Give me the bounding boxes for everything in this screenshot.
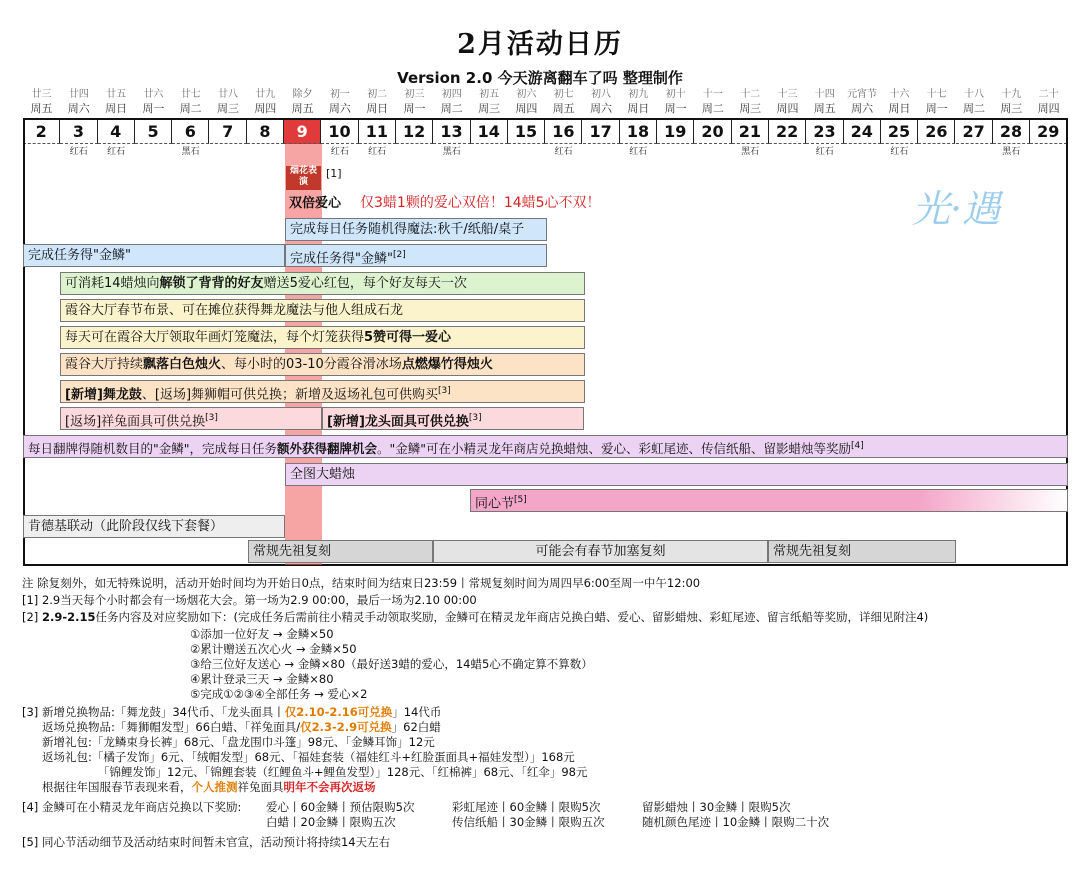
event-dragon-drum	[60, 380, 585, 403]
fireworks-event: 烟花表演	[286, 166, 321, 190]
event-kfc-collab	[23, 515, 285, 538]
note-4: [4] 金鳞可在小精灵龙年商店兑换以下奖励:	[22, 800, 242, 814]
task-4: ④累计登录三天 → 金鳞×80	[190, 672, 334, 686]
note-2-bold: 2.9-2.15	[41, 610, 96, 624]
lunar-day: 廿四	[68, 89, 89, 100]
lunar-day: 廿七	[180, 89, 201, 100]
stone-badge: 黑石	[442, 147, 461, 157]
lunar-day: 廿八	[218, 89, 238, 100]
fire-mid: 、每小时的03-10分霞谷滑冰场	[221, 357, 402, 372]
date-cell: 18	[620, 120, 657, 144]
date-cell: 22	[769, 120, 806, 144]
note-1: [1] 2.9当天每个小时都会有一场烟花大会。第一场为2.9 00:00，最后一场为2.10 00:00	[22, 593, 477, 607]
date-cell: 25	[881, 120, 918, 144]
weekday: 周五	[813, 102, 836, 115]
shop-white-candle: 白蜡丨20金鳞丨限购五次	[266, 815, 396, 829]
lunar-day: 初七	[553, 89, 574, 100]
weekday: 周一	[664, 102, 687, 115]
note-2-pre: [2]	[22, 610, 42, 624]
rabbit-ref: [3]	[205, 413, 218, 423]
shop-photo-candle: 留影蜡烛丨30金鳞丨限购5次	[642, 800, 791, 814]
n3f-mid: 祥兔面具	[237, 780, 284, 794]
weekday: 周四	[1037, 102, 1060, 115]
date-cell: 2	[23, 120, 60, 144]
weekday: 周四	[776, 102, 799, 115]
kfc-text: 肯德基联动（此阶段仅线下套餐）	[28, 519, 224, 534]
n3b-orange: 仅2.3-2.9可兑换	[300, 720, 392, 734]
lantern-pre: 每天可在霞谷大厅领取年画灯笼魔法，每个灯笼获得	[65, 330, 365, 345]
note-3-prediction	[42, 780, 376, 794]
weekday: 周三	[217, 102, 239, 115]
lunar-day: 十三	[777, 89, 798, 100]
valley-text: 霞谷大厅春节布景、可在摊位获得舞龙魔法与他人组成石龙	[65, 303, 404, 318]
drum-ref: [3]	[438, 386, 451, 396]
date-cell: 27	[956, 120, 993, 144]
date-cell: 16	[545, 120, 582, 144]
stone-badge: 黑石	[1002, 147, 1021, 157]
event-spirit-rerun-3	[768, 540, 956, 563]
weekday: 周二	[963, 102, 985, 115]
event-dragon-mask	[322, 407, 584, 430]
tongxin-ref: [5]	[514, 495, 527, 505]
event-rabbit-mask	[60, 407, 322, 430]
n3b-post: 」62白蜡	[391, 720, 441, 734]
fireworks-note-ref: [1]	[326, 167, 342, 180]
note-2-post: 任务内容及对应奖励如下：(完成任务后需前往小精灵手动领取奖励，金鳞可在精灵龙年商店兑换白蜡、爱心、留影蜡烛、彩虹尾迹、留言纸船等奖励，详细见附注4)	[95, 610, 929, 624]
event-candle-fire	[60, 353, 585, 376]
event-task-b-text: 完成任务得"金鳞"	[290, 251, 393, 267]
date-cell: 15	[508, 120, 545, 144]
fire-pre: 霞谷大厅持续	[65, 357, 144, 372]
date-cell: 28	[993, 120, 1030, 144]
spirit-1-text: 常规先祖复刻	[253, 544, 332, 559]
lunar-day: 十四	[814, 89, 835, 100]
date-cell: 11	[359, 120, 396, 144]
event-candle-gift	[60, 272, 585, 295]
stone-badge: 红石	[69, 147, 88, 157]
event-task-golden-scale-b	[285, 244, 547, 267]
weekday: 周一	[142, 102, 165, 115]
weekday: 周日	[366, 102, 389, 115]
weekday: 周三	[478, 102, 501, 115]
event-task-a-text: 完成任务得"金鳞"	[28, 248, 131, 263]
n3f-red: 明年不会再次返场	[283, 780, 376, 794]
date-cell: 6	[172, 120, 209, 144]
lunar-day: 二十	[1038, 89, 1059, 100]
note-2	[22, 610, 928, 624]
date-cell: 17	[583, 120, 620, 144]
lunar-day: 初四	[441, 89, 462, 100]
flip-pre: 每日翻牌得随机数目的"金鳞"，完成每日任务	[28, 441, 277, 457]
event-tongxin	[470, 489, 1068, 512]
date-cell: 5	[135, 120, 172, 144]
date-cell: 3	[60, 120, 97, 144]
candle-post: 赠送5爱心红包，每个好友每天一次	[263, 276, 467, 291]
date-cell: 24	[844, 120, 881, 144]
note-general: 注 除复刻外，如无特殊说明，活动开始时间均为开始日0点，结束时间为结束日23:59丨常规复刻时间为周四早6:00至周一中午12:00	[22, 576, 701, 590]
event-daily-magic	[285, 218, 547, 241]
date-cell: 19	[657, 120, 694, 144]
shop-love: 爱心丨60金鳞丨预估限购5次	[266, 800, 415, 814]
lunar-day: 初六	[516, 89, 537, 100]
weekday: 周六	[67, 102, 90, 115]
date-cell: 12	[396, 120, 433, 144]
fire-bold-2: 点燃爆竹得烛火	[401, 357, 493, 372]
flip-bold: 额外获得翻牌机会	[277, 441, 378, 457]
stone-badge: 红石	[815, 147, 834, 157]
weekday: 周一	[403, 102, 426, 115]
event-big-candle	[285, 463, 1068, 486]
date-cell: 23	[806, 120, 843, 144]
weekday: 周五	[291, 102, 314, 115]
weekday: 周六	[590, 102, 612, 115]
lunar-day: 除夕	[292, 89, 313, 100]
flip-post: 。"金鳞"可在小精灵龙年商店兑换蜡烛、爱心、彩虹尾迹、传信纸船、留影蜡烛等奖励	[377, 441, 852, 457]
rabbit-text: [返场]祥兔面具可供兑换	[65, 414, 206, 430]
weekday: 周五	[552, 102, 575, 115]
lunar-day: 十一	[702, 89, 723, 100]
stone-badge: 黑石	[741, 147, 760, 157]
lunar-day: 廿五	[106, 89, 127, 100]
note-3-new-items	[22, 705, 441, 719]
date-cell: 29	[1030, 120, 1067, 144]
date-cell: 4	[98, 120, 135, 144]
lunar-day: 十七	[926, 89, 947, 100]
n3b-pre: 返场兑换物品:「舞狮帽发型」66白蜡、「祥兔面具/	[42, 720, 301, 734]
lunar-day: 十六	[889, 89, 910, 100]
date-cell: 14	[471, 120, 508, 144]
lantern-bold: 5赞可得一爱心	[364, 330, 452, 345]
lunar-day: 初五	[479, 89, 500, 100]
stone-badge: 红石	[368, 147, 387, 157]
event-spirit-rerun-1	[248, 540, 433, 563]
weekday: 周六	[328, 102, 351, 115]
date-cell: 21	[732, 120, 769, 144]
spirit-3-text: 常规先祖复刻	[773, 544, 852, 559]
weekday: 周三	[739, 102, 762, 115]
event-task-golden-scale-a	[23, 244, 285, 267]
date-cell-today: 9	[284, 120, 321, 144]
page-subtitle: Version 2.0 今天游离翻车了吗 整理制作	[397, 69, 683, 87]
weekday: 周日	[105, 102, 128, 115]
shop-rainbow: 彩虹尾迹丨60金鳞丨限购5次	[452, 800, 601, 814]
weekday: 周四	[515, 102, 538, 115]
lunar-day: 廿六	[143, 89, 164, 100]
candle-bold: 解锁了背背的好友	[159, 276, 264, 291]
stone-badge: 黑石	[181, 147, 200, 157]
candle-pre: 可消耗14蜡烛向	[65, 276, 160, 291]
note-3-rerun-packs: 返场礼包:「橘子发饰」6元、「绒帽发型」68元、「福娃套装（福娃红斗+红脸蛋面具+福娃发型）」168元	[42, 750, 575, 764]
note-3-rerun-items	[42, 720, 441, 734]
n3f-orange: 个人推测	[191, 780, 238, 794]
weekday: 周三	[1000, 102, 1023, 115]
n3a-orange: 仅2.10-2.16可兑换	[284, 705, 393, 719]
guang-yu-logo: 光·遇	[912, 187, 1001, 231]
event-daily-magic-text: 完成每日任务随机得魔法:秋千/纸船/桌子	[290, 222, 525, 237]
weekday: 周日	[627, 102, 650, 115]
event-task-b-ref: [2]	[392, 250, 406, 260]
stone-badge: 红石	[330, 147, 349, 157]
double-love-desc: 仅3蜡1颗的爱心双倍！14蜡5心不双！	[360, 195, 601, 211]
n3f-pre: 根据往年国服春节表现来看，	[42, 780, 192, 794]
lunar-day: 初十	[665, 89, 686, 100]
weekday: 周一	[925, 102, 948, 115]
dragon-mask-text: [新增]龙头面具可供兑换	[327, 414, 469, 430]
stone-badge: 红石	[629, 147, 648, 157]
stone-badge: 红石	[107, 147, 126, 157]
n3a-post: 」14代币	[392, 705, 442, 719]
fire-bold-1: 飘落白色烛火	[143, 357, 222, 372]
task-1: ①添加一位好友 → 金鳞×50	[190, 627, 334, 641]
n3a-pre: [3] 新增兑换物品:「舞龙鼓」34代币、「龙头面具丨	[22, 705, 285, 719]
event-lantern	[60, 326, 585, 349]
weekday: 周六	[851, 102, 874, 115]
lunar-day: 初八	[591, 89, 611, 100]
event-card-flip	[23, 435, 1068, 458]
tongxin-text: 同心节	[475, 496, 515, 512]
weekday: 周五	[30, 102, 53, 115]
date-cell: 13	[433, 120, 470, 144]
task-5: ⑤完成①②③④全部任务 → 爱心×2	[190, 687, 368, 701]
lunar-day: 廿三	[31, 89, 52, 100]
flip-ref: [4]	[851, 441, 864, 451]
dragon-mask-ref: [3]	[468, 413, 482, 423]
lunar-day: 廿九	[255, 89, 276, 100]
page-title: 2月活动日历	[457, 29, 623, 60]
note-3-new-packs: 新增礼包:「龙鳞束身长裤」68元、「盘龙围巾斗篷」98元、「金鳞耳饰」12元	[42, 735, 435, 749]
stone-badge: 红石	[890, 147, 909, 157]
note-3-rerun-packs-2: 「锦鲤发饰」12元、「锦鲤套装（红鲤鱼斗+鲤鱼发型）」128元、「红棉裤」68元、「红伞」98元	[98, 765, 588, 779]
date-cell: 8	[247, 120, 284, 144]
date-cell: 20	[694, 120, 731, 144]
drum-bold: [新增]舞龙鼓	[65, 387, 142, 403]
date-cell: 10	[321, 120, 358, 144]
task-2: ②累计赠送五次心火 → 金鳞×50	[190, 642, 357, 656]
weekday: 周四	[254, 102, 277, 115]
big-candle-text: 全图大蜡烛	[290, 467, 356, 482]
lunar-day: 初二	[367, 89, 388, 100]
event-valley-decor	[60, 299, 585, 322]
date-cell: 7	[210, 120, 247, 144]
lunar-day: 十九	[1001, 89, 1022, 100]
weekday: 周二	[701, 102, 724, 115]
lunar-day: 初九	[628, 89, 649, 100]
weekday: 周日	[888, 102, 911, 115]
lunar-day: 元宵节	[847, 89, 878, 100]
weekday: 周二	[440, 102, 463, 115]
drum-rest: 、[返场]舞狮帽可供兑换；新增及返场礼包可供购买	[141, 387, 439, 403]
note-5: [5] 同心节活动细节及活动结束时间暂未官宣，活动预计将持续14天左右	[22, 835, 391, 849]
shop-paper-boat: 传信纸船丨30金鳞丨限购五次	[452, 815, 605, 829]
lunar-day: 十八	[964, 89, 984, 100]
task-3: ③给三位好友送心 → 金鳞×80（最好送3蜡的爱心，14蜡5心不确定算不算数）	[190, 657, 593, 671]
lunar-day: 十二	[740, 89, 761, 100]
event-spirit-rerun-2	[433, 540, 768, 563]
lunar-day: 初一	[329, 89, 350, 100]
shop-random-trail: 随机颜色尾迹丨10金鳞丨限购二十次	[642, 815, 830, 829]
weekday: 周二	[179, 102, 202, 115]
lunar-day: 初三	[404, 89, 425, 100]
double-love-label: 双倍爱心	[289, 196, 342, 211]
spirit-2-text: 可能会有春节加塞复刻	[535, 544, 666, 559]
stone-badge: 红石	[554, 147, 573, 157]
date-cell: 26	[918, 120, 955, 144]
